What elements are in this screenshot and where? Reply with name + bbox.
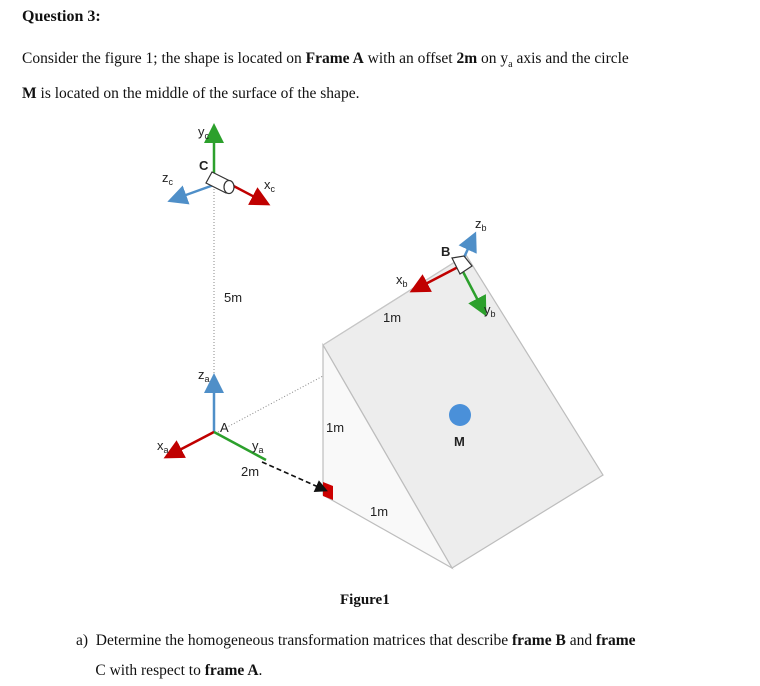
- question-title: Question 3:: [22, 8, 101, 25]
- label-ya: $y_a$: [252, 438, 264, 455]
- label-1m-left: 1m: [326, 420, 345, 435]
- label-zb: $z_b$: [475, 216, 487, 233]
- part-a-text-1: Determine the homogeneous transformation matrices that describe: [95, 632, 513, 649]
- dashed-ya-extension: [262, 462, 325, 490]
- label-xb: $x_b$: [396, 272, 408, 289]
- label-xc: $x_c$: [264, 177, 275, 194]
- label-za: $z_a$: [198, 367, 210, 384]
- label-zc: $z_c$: [162, 170, 173, 187]
- label-1m-top: 1m: [383, 310, 402, 325]
- para-axis-sub: a: [508, 59, 513, 71]
- para-axis: y: [500, 50, 509, 67]
- para-text-2: with an offset: [363, 50, 457, 67]
- part-a-prefix: a): [76, 632, 89, 649]
- label-b: B: [441, 244, 451, 259]
- part-a-c: C: [95, 662, 106, 679]
- part-a-frame-a: frame A: [204, 662, 259, 679]
- label-yc: $y_c$: [198, 124, 209, 141]
- para-text-1: Consider the figure 1; the shape is located on: [22, 50, 306, 67]
- part-a-frame: frame: [595, 632, 636, 649]
- label-a: A: [220, 420, 229, 435]
- figure-caption: Figure1: [340, 592, 390, 608]
- label-yb: $y_b$: [484, 302, 496, 319]
- circle-m: [449, 404, 471, 426]
- para-text-4: axis and the circle: [512, 50, 629, 67]
- part-a-text-2: and: [565, 632, 596, 649]
- label-c: C: [199, 158, 209, 173]
- dotted-offset-guide: [218, 376, 323, 432]
- label-1m-bottom: 1m: [370, 504, 389, 519]
- frame-c-cylinder: [206, 172, 234, 194]
- label-xa: $x_a$: [157, 438, 169, 455]
- label-5m: 5m: [224, 290, 243, 305]
- part-a-frame-b: frame B: [512, 632, 566, 649]
- para-text-3: on: [477, 50, 501, 67]
- part-a-question: [76, 626, 756, 686]
- para-m: M: [22, 85, 37, 103]
- frame-a-x-axis: [168, 432, 214, 456]
- para-frame-a: Frame A: [305, 50, 364, 67]
- label-m: M: [454, 434, 465, 449]
- part-a-text-3: with respect to: [105, 662, 205, 679]
- part-a-text-4: .: [258, 662, 263, 679]
- para-text-5: is located on the middle of the surface of the shape.: [36, 85, 360, 103]
- label-2m: 2m: [241, 464, 260, 479]
- para-offset: 2m: [456, 50, 478, 67]
